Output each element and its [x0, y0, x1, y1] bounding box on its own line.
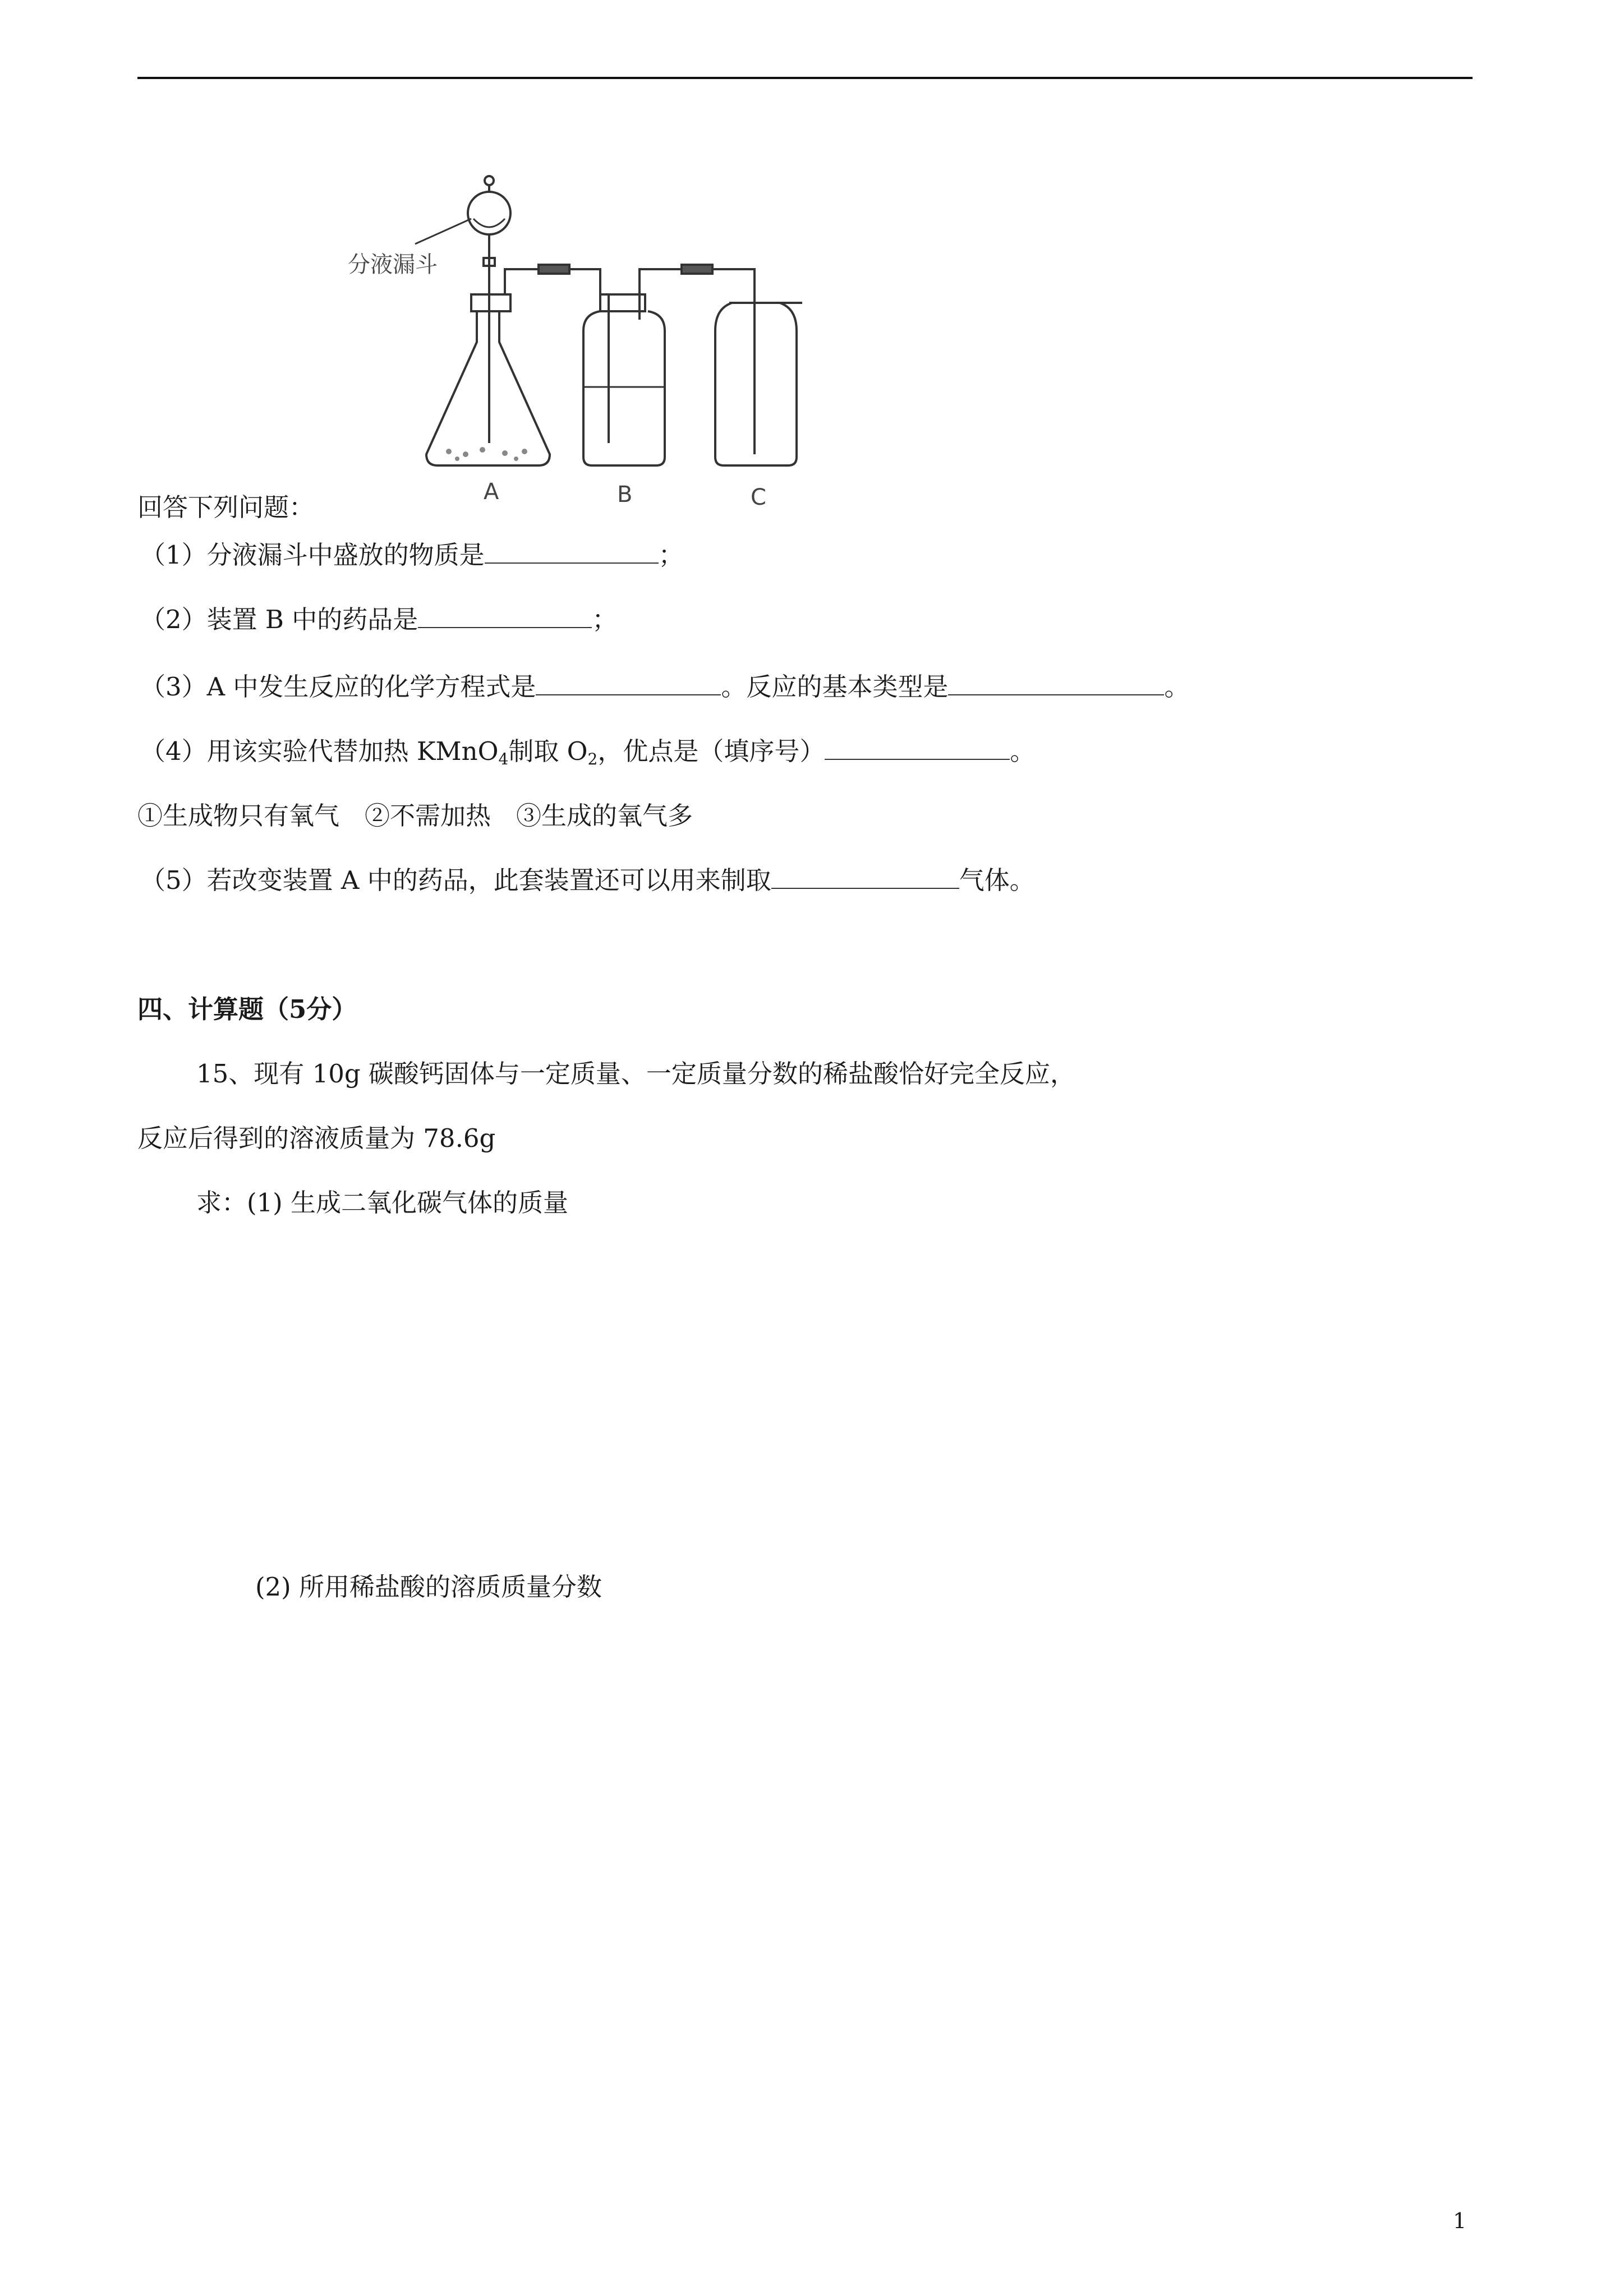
question-2-text: （2）装置 B 中的药品是	[140, 605, 418, 634]
question-3	[140, 670, 1189, 704]
page-number: 1	[1453, 2209, 1467, 2233]
question-5-blank[interactable]	[771, 865, 959, 889]
question-2	[140, 603, 617, 637]
question-4-sub-a: 4	[498, 750, 509, 768]
flask-a-stopper	[471, 294, 510, 311]
question-4-text-a: （4）用该实验代替加热 KMnO	[140, 736, 499, 766]
tube-joint-2	[682, 265, 712, 274]
bottle-b-label: B	[617, 482, 633, 508]
funnel-leader	[415, 219, 471, 244]
question-5	[140, 864, 1035, 897]
question-4	[140, 735, 1035, 768]
question-1	[140, 538, 684, 572]
apparatus-diagram	[337, 151, 909, 516]
funnel-label: 分液漏斗	[348, 252, 438, 278]
question-4-end: 。	[1010, 736, 1036, 766]
question-1-blank[interactable]	[485, 540, 659, 564]
funnel-liquid	[473, 219, 505, 227]
question-15-ask-1: 求：(1) 生成二氧化碳气体的质量	[196, 1188, 569, 1218]
question-1-end: ；	[658, 540, 684, 570]
prompt-text: 回答下列问题：	[137, 492, 315, 522]
question-15-line-2: 反应后得到的溶液质量为 78.6g	[137, 1123, 496, 1153]
tube-joint-1	[539, 265, 569, 274]
flask-a-label: A	[484, 479, 499, 505]
question-4-text-b: 制取 O	[508, 736, 588, 766]
question-2-blank[interactable]	[418, 605, 592, 628]
question-3-text: （3）A 中发生反应的化学方程式是	[140, 672, 536, 702]
question-15-line-1: 15、现有 10g 碳酸钙固体与一定质量、一定质量分数的稀盐酸恰好完全反应，	[196, 1059, 1075, 1089]
header-rule	[137, 77, 1473, 79]
question-4-text-c: ，优点是（填序号）	[597, 736, 825, 766]
question-4-sub-b: 2	[587, 750, 598, 768]
question-3-blank-1[interactable]	[536, 672, 721, 695]
funnel-bulb	[468, 192, 510, 234]
question-1-text: （1）分液漏斗中盛放的物质是	[140, 540, 485, 570]
bottle-c-label: C	[751, 485, 766, 510]
question-3-end: 。	[1164, 672, 1190, 702]
bottle-c-body	[715, 303, 797, 465]
question-5-text: （5）若改变装置 A 中的药品，此套装置还可以用来制取	[140, 865, 771, 895]
question-3-mid: 。反应的基本类型是	[721, 672, 949, 702]
question-4-blank[interactable]	[825, 736, 1010, 760]
bottle-b-body	[583, 311, 665, 465]
question-15-ask-2: (2) 所用稀盐酸的溶质质量分数	[255, 1572, 602, 1602]
apparatus-figure	[337, 151, 909, 516]
question-2-end: ；	[592, 605, 618, 634]
section-4-title: 四、计算题（5分）	[137, 994, 357, 1024]
tube-b-c	[640, 269, 755, 454]
question-5-end: 气体。	[959, 865, 1035, 895]
funnel-stopper	[485, 176, 494, 185]
question-3-blank-2[interactable]	[948, 672, 1164, 695]
question-4-options: ①生成物只有氧气 ②不需加热 ③生成的氧气多	[137, 801, 693, 831]
